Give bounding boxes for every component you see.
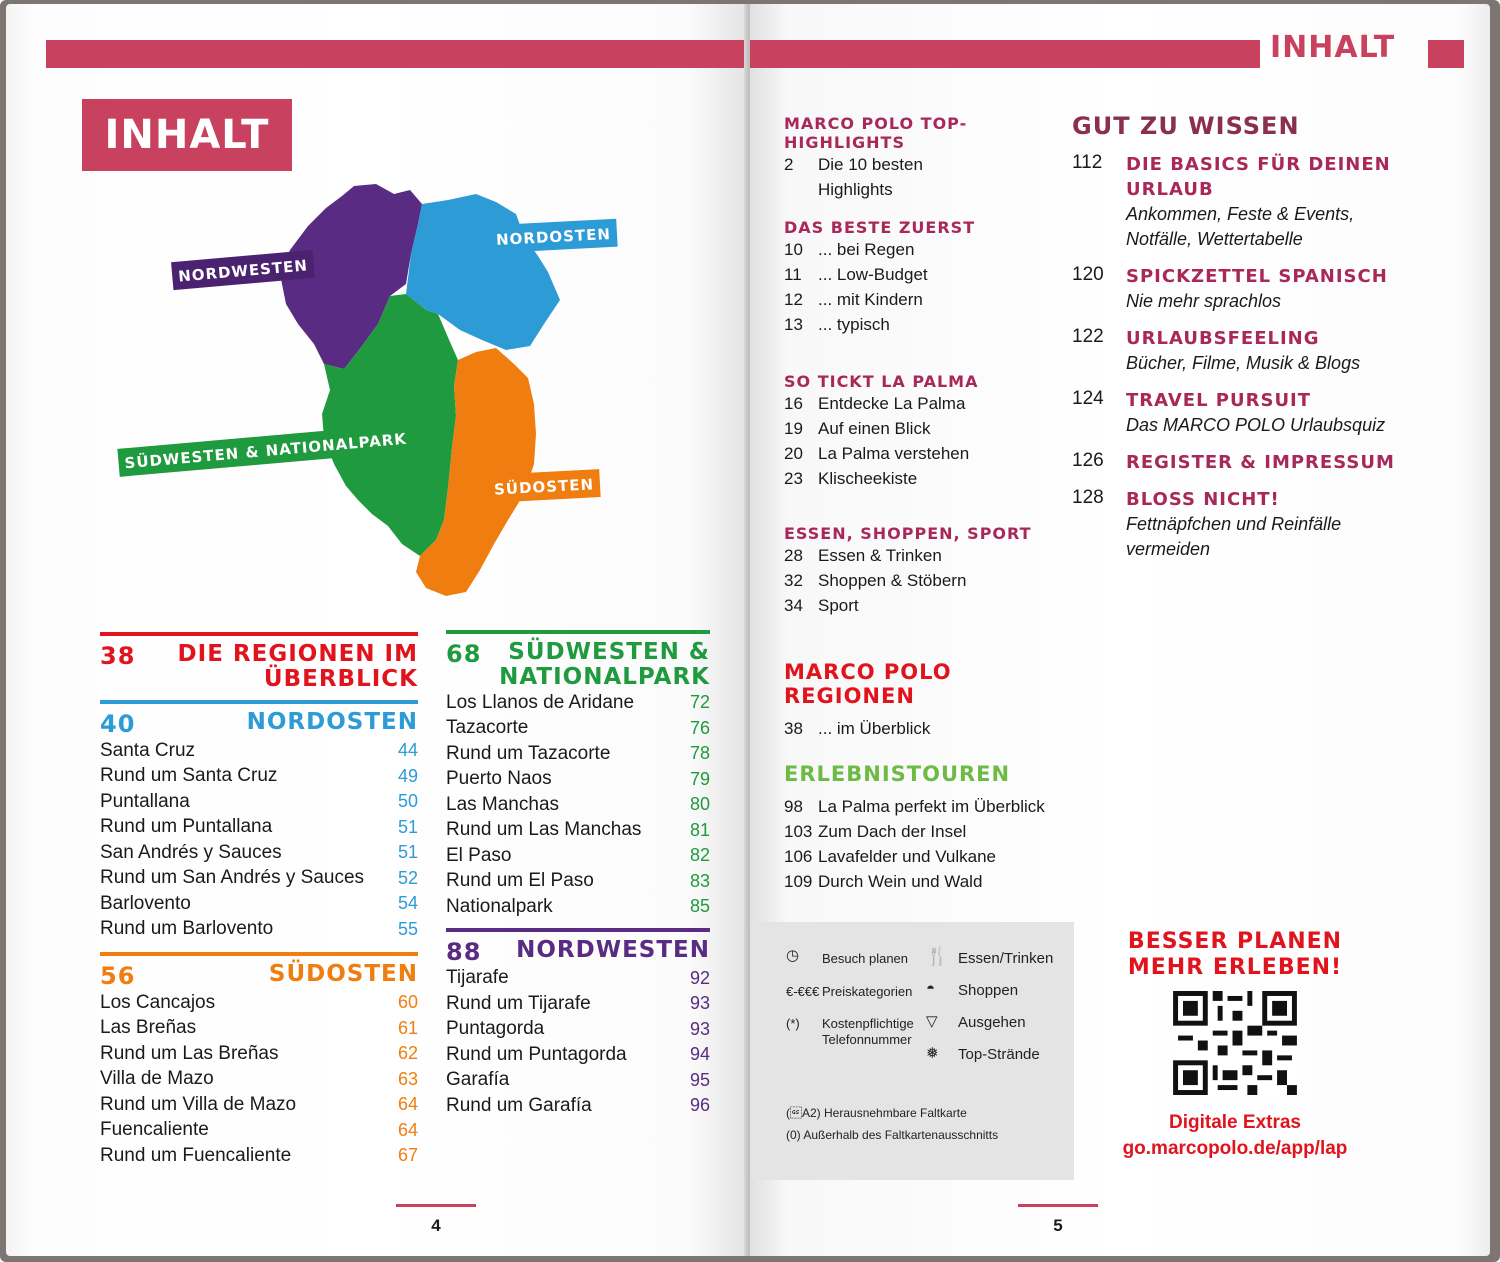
toc-entry[interactable] (784, 716, 1074, 741)
toc-entry[interactable] (446, 869, 710, 895)
top-accent-bar-right-end (1428, 40, 1464, 68)
gut-zu-wissen-subtitle: Bücher, Filme, Musik & Blogs (1126, 353, 1361, 373)
section-suedwesten-title-line1: SÜDWESTEN & (508, 639, 710, 665)
toc-entry-title: Die 10 besten (818, 155, 923, 174)
gut-zu-wissen-page: 124 (1072, 388, 1104, 409)
legend-preis-symbol: €-€€€ (786, 984, 820, 999)
gut-zu-wissen-entry[interactable] (1072, 388, 1422, 438)
toc-entry[interactable] (784, 441, 1074, 466)
toc-entry[interactable] (446, 792, 710, 818)
toc-entry[interactable] (100, 764, 418, 790)
section-suedwesten-page: 68 (446, 640, 482, 668)
toc-entry[interactable] (446, 767, 710, 793)
gut-zu-wissen-body (1126, 487, 1422, 562)
gut-zu-wissen-page: 128 (1072, 487, 1104, 508)
toc-entry-page: 92 (689, 967, 710, 988)
digital-extras-promo (1110, 929, 1360, 1162)
toc-erlebnistouren-title: ERLEBNISTOUREN (784, 762, 1011, 786)
gut-zu-wissen (1072, 112, 1422, 574)
toc-entry[interactable] (446, 1093, 710, 1119)
toc-entry[interactable] (784, 416, 1074, 441)
list-suedwesten (446, 690, 710, 920)
toc-entry[interactable] (784, 819, 1084, 844)
toc-entry[interactable] (784, 568, 1074, 593)
gut-zu-wissen-heading: DIE BASICS FÜR DEINEN URLAUB (1126, 154, 1391, 200)
toc-entry-page: 106 (784, 847, 813, 866)
legend-kosten-1: Kostenpflichtige (822, 1016, 914, 1031)
toc-entry[interactable] (100, 1118, 418, 1144)
section-nordwesten[interactable] (446, 928, 710, 966)
toc-entry[interactable] (100, 1143, 418, 1169)
toc-entry[interactable] (100, 1041, 418, 1067)
cocktail-glass-icon: ▽ (926, 1013, 938, 1030)
toc-entry[interactable] (100, 1067, 418, 1093)
toc-entry-name: Tazacorte (446, 717, 529, 739)
basket-icon: ◓ (926, 980, 936, 997)
toc-entry-name: Rund um San Andrés y Sauces (100, 867, 365, 889)
toc-regionen-list (784, 716, 1074, 741)
page-number-left: 4 (396, 1216, 476, 1236)
promo-link-url[interactable]: go.marcopolo.de/app/lap (1122, 1138, 1348, 1159)
toc-regionen (784, 660, 1074, 741)
section-suedwesten[interactable] (446, 630, 710, 690)
section-suedosten[interactable] (100, 952, 418, 990)
toc-entry-name: Barlovento (100, 892, 191, 914)
toc-entry-title: Klischeekiste (818, 469, 918, 488)
toc-beste-zuerst (784, 218, 1074, 337)
toc-entry[interactable] (100, 917, 418, 943)
toc-entry-page: 51 (397, 816, 418, 837)
toc-entry-name: Fuencaliente (100, 1119, 209, 1141)
gut-zu-wissen-heading: SPICKZETTEL SPANISCH (1126, 266, 1388, 287)
map-label-suedwesten: SÜDWESTEN & NATIONALPARK (117, 423, 414, 477)
toc-entry[interactable] (446, 966, 710, 992)
gut-zu-wissen-body (1126, 264, 1388, 314)
toc-entry[interactable] (100, 866, 418, 892)
toc-entry-page: 62 (397, 1043, 418, 1064)
gut-zu-wissen-body (1126, 388, 1385, 438)
promo-line-1: BESSER PLANEN (1127, 929, 1343, 954)
toc-entry[interactable] (784, 794, 1084, 819)
toc-entry[interactable] (100, 990, 418, 1016)
section-nordosten[interactable] (100, 700, 418, 738)
toc-entry-name: Tijarafe (446, 967, 509, 989)
toc-entry-page: 93 (689, 993, 710, 1014)
toc-entry-page: 93 (689, 1018, 710, 1039)
map-label-suedosten: SÜDOSTEN (487, 469, 600, 503)
toc-entry[interactable] (784, 287, 1074, 312)
toc-entry[interactable] (446, 741, 710, 767)
promo-line-2: MEHR ERLEBEN! (1127, 955, 1343, 980)
gut-zu-wissen-entry[interactable] (1072, 487, 1422, 562)
legend-map-2: (0) Außerhalb des Faltkartenausschnitts (786, 1128, 999, 1142)
toc-entry[interactable] (446, 1068, 710, 1094)
toc-entry-page: 78 (689, 743, 710, 764)
toc-essen-list (784, 543, 1074, 618)
toc-entry-title: Highlights (818, 180, 893, 199)
toc-column-left (100, 632, 418, 1169)
toc-entry-page: 2 (784, 155, 794, 174)
toc-entry-page: 49 (397, 765, 418, 786)
toc-entry-name: Los Llanos de Aridane (446, 691, 635, 713)
section-suedwesten-title (499, 640, 710, 690)
toc-entry-page: 76 (689, 717, 710, 738)
gut-zu-wissen-body (1126, 450, 1395, 475)
toc-entry-page: 54 (397, 893, 418, 914)
toc-entry-title: ... mit Kindern (818, 290, 923, 309)
gut-zu-wissen-page: 126 (1072, 450, 1104, 471)
toc-top-highlights-list (784, 152, 1074, 202)
section-nordwesten-title: NORDWESTEN (516, 936, 710, 963)
toc-entry[interactable] (784, 466, 1074, 491)
list-suedosten (100, 990, 418, 1169)
section-nordosten-page: 40 (100, 710, 136, 738)
toc-entry[interactable] (784, 869, 1084, 894)
qr-code-icon[interactable] (1172, 991, 1298, 1095)
toc-entry[interactable] (446, 1042, 710, 1068)
toc-entry-page: 98 (784, 797, 803, 816)
gut-zu-wissen-heading: REGISTER & IMPRESSUM (1126, 452, 1395, 473)
toc-entry-page: 60 (397, 992, 418, 1013)
running-header: INHALT (1270, 30, 1396, 65)
toc-entry[interactable] (784, 844, 1084, 869)
legend-shoppen: Shoppen (958, 982, 1019, 999)
section-overview-title-line2: ÜBERBLICK (263, 666, 418, 692)
toc-entry-page: 64 (397, 1094, 418, 1115)
toc-essen (784, 524, 1074, 618)
toc-entry-page: 28 (784, 546, 803, 565)
toc-entry[interactable] (446, 818, 710, 844)
gut-zu-wissen-subtitle: Das MARCO POLO Urlaubsquiz (1126, 415, 1386, 435)
toc-entry-page: 85 (689, 896, 710, 917)
section-overview[interactable] (100, 632, 418, 692)
gut-zu-wissen-entry[interactable] (1072, 450, 1422, 475)
toc-beste-zuerst-title: DAS BESTE ZUERST (784, 218, 976, 237)
toc-entry-page: 96 (689, 1095, 710, 1116)
gut-zu-wissen-body (1126, 152, 1422, 252)
island-region-map (76, 164, 676, 624)
toc-entry-page: 16 (784, 394, 803, 413)
toc-entry-name: El Paso (446, 844, 512, 866)
palm-tree-icon: ❅ (926, 1045, 939, 1062)
toc-entry-page: 13 (784, 315, 803, 334)
toc-entry[interactable] (446, 894, 710, 920)
legend-ausgehen: Ausgehen (958, 1014, 1026, 1031)
toc-entry-page: 79 (689, 768, 710, 789)
legend-preis: Preiskategorien (822, 984, 913, 999)
toc-entry-name: Rund um Puntallana (100, 816, 273, 838)
map-label-nordosten: NORDOSTEN (489, 219, 617, 254)
toc-entry-title: La Palma verstehen (818, 444, 970, 463)
toc-entry-title: Shoppen & Stöbern (818, 571, 967, 590)
toc-entry-name: Santa Cruz (100, 739, 196, 761)
gut-zu-wissen-entry[interactable] (1072, 152, 1422, 252)
toc-entry-title: ... im Überblick (818, 719, 931, 738)
legend-map-1: ( A2) Herausnehmbare Faltkarte (786, 1106, 967, 1120)
page-title: INHALT (104, 112, 270, 158)
toc-entry-name: Rund um Barlovento (100, 918, 274, 940)
toc-entry-name: Rund um Las Manchas (446, 819, 642, 841)
gut-zu-wissen-page: 122 (1072, 326, 1104, 347)
toc-entry[interactable] (784, 543, 1074, 568)
toc-entry-name: Rund um El Paso (446, 870, 594, 892)
toc-entry-name: Garafía (446, 1069, 510, 1091)
toc-entry-name: Las Breñas (100, 1017, 197, 1039)
toc-entry[interactable] (784, 177, 1074, 202)
toc-entry-page: 94 (689, 1044, 710, 1065)
toc-entry-title: ... typisch (818, 315, 890, 334)
toc-entry[interactable] (784, 593, 1074, 618)
toc-entry-title: ... Low-Budget (818, 265, 928, 284)
left-page (6, 4, 748, 1256)
toc-entry[interactable] (446, 1017, 710, 1043)
toc-entry-page: 34 (784, 596, 803, 615)
toc-entry-name: Rund um Fuencaliente (100, 1144, 292, 1166)
toc-entry-name: Rund um Tazacorte (446, 742, 611, 764)
list-nordwesten (446, 966, 710, 1119)
toc-entry-name: Rund um Tijarafe (446, 992, 591, 1014)
toc-entry-page: 95 (689, 1069, 710, 1090)
toc-entry-page: 50 (397, 791, 418, 812)
gut-zu-wissen-entry[interactable] (1072, 264, 1422, 314)
toc-entry-page: 52 (397, 867, 418, 888)
toc-entry[interactable] (446, 716, 710, 742)
toc-entry-name: Puntagorda (446, 1018, 545, 1040)
toc-entry-page: 83 (689, 870, 710, 891)
map-label-nordwesten: NORDWESTEN (171, 250, 315, 290)
toc-entry-name: Los Cancajos (100, 991, 216, 1013)
toc-entry[interactable] (100, 1016, 418, 1042)
toc-entry[interactable] (100, 891, 418, 917)
toc-entry[interactable] (784, 237, 1074, 262)
toc-entry-title: Durch Wein und Wald (818, 872, 983, 891)
section-overview-title (178, 642, 418, 692)
toc-entry-page: 61 (397, 1017, 418, 1038)
gut-zu-wissen-list (1072, 152, 1422, 562)
page-title-box (82, 99, 292, 171)
gut-zu-wissen-entry[interactable] (1072, 326, 1422, 376)
gut-zu-wissen-subtitle: Fettnäpfchen und Reinfälle vermeiden (1126, 514, 1342, 559)
promo-link-label[interactable]: Digitale Extras (1169, 1112, 1301, 1133)
toc-entry-page: 81 (689, 819, 710, 840)
toc-entry[interactable] (784, 152, 1074, 177)
toc-erlebnistouren-list (784, 794, 1084, 894)
toc-entry-page: 64 (397, 1119, 418, 1140)
gut-zu-wissen-subtitle: Ankommen, Feste & Events, Notfälle, Wettertabelle (1126, 204, 1355, 249)
section-suedosten-title: SÜDOSTEN (268, 961, 418, 987)
toc-entry-page: 10 (784, 240, 803, 259)
toc-entry-name: Las Manchas (446, 793, 560, 815)
toc-entry[interactable] (100, 738, 418, 764)
toc-entry[interactable] (446, 690, 710, 716)
gut-zu-wissen-heading: URLAUBSFEELING (1126, 328, 1320, 349)
gut-zu-wissen-page: 120 (1072, 264, 1104, 285)
toc-entry-name: Rund um Garafía (446, 1094, 592, 1116)
toc-entry[interactable] (784, 312, 1074, 337)
list-nordosten (100, 738, 418, 942)
toc-entry-page: 51 (397, 842, 418, 863)
toc-entry-page: 19 (784, 419, 803, 438)
toc-entry-name: Puerto Naos (446, 768, 552, 790)
legend-essen: Essen/Trinken (958, 950, 1054, 967)
fork-knife-icon: 🍴 (926, 946, 949, 966)
gut-zu-wissen-title: GUT ZU WISSEN (1072, 112, 1300, 140)
toc-entry-name: Nationalpark (446, 895, 553, 917)
toc-entry-page: 72 (689, 692, 710, 713)
gut-zu-wissen-page: 112 (1072, 152, 1103, 173)
toc-entry-title: Auf einen Blick (818, 419, 931, 438)
top-accent-bar (46, 40, 748, 68)
toc-entry[interactable] (100, 1092, 418, 1118)
top-accent-bar-right (750, 40, 1260, 68)
toc-entry-page: 109 (784, 872, 813, 891)
right-page (750, 4, 1490, 1256)
toc-beste-zuerst-list (784, 237, 1074, 337)
toc-entry-title: Entdecke La Palma (818, 394, 966, 413)
toc-entry[interactable] (100, 840, 418, 866)
legend-kosten-2: Telefonnummer (822, 1032, 912, 1047)
toc-entry-name: Rund um Las Breñas (100, 1042, 279, 1064)
toc-entry-page: 38 (784, 719, 803, 738)
toc-entry-page: 44 (397, 740, 418, 761)
toc-entry-title: Lavafelder und Vulkane (818, 847, 997, 866)
clock-icon: ◷ (786, 947, 800, 964)
toc-entry-page: 63 (397, 1068, 418, 1089)
section-nordosten-title: NORDOSTEN (246, 709, 418, 735)
toc-so-tickt (784, 372, 1074, 491)
toc-entry-title: Zum Dach der Insel (818, 822, 967, 841)
toc-entry-page: 11 (784, 265, 802, 284)
toc-top-highlights-title: MARCO POLO TOP-HIGHLIGHTS (784, 114, 968, 152)
toc-entry-title: ... bei Regen (818, 240, 915, 259)
toc-entry-name: Rund um Villa de Mazo (100, 1093, 297, 1115)
section-suedwesten-title-line2: NATIONALPARK (499, 664, 710, 690)
toc-column-right (446, 630, 710, 1119)
toc-entry-page: 103 (784, 822, 813, 841)
legend-star-symbol: (*) (786, 1016, 800, 1031)
section-suedosten-page: 56 (100, 962, 136, 990)
toc-entry[interactable] (784, 262, 1074, 287)
gut-zu-wissen-subtitle: Nie mehr sprachlos (1126, 291, 1282, 311)
toc-entry-page: 20 (784, 444, 803, 463)
gut-zu-wissen-heading: TRAVEL PURSUIT (1126, 390, 1312, 411)
toc-erlebnistouren (784, 762, 1084, 894)
toc-entry-name: Puntallana (100, 790, 190, 812)
gut-zu-wissen-heading: BLOSS NICHT! (1126, 489, 1280, 510)
toc-entry-page: 82 (689, 845, 710, 866)
section-overview-page: 38 (100, 642, 136, 670)
toc-entry[interactable] (100, 789, 418, 815)
toc-entry-name: Villa de Mazo (100, 1068, 214, 1090)
toc-entry[interactable] (446, 991, 710, 1017)
legend-box (750, 922, 1074, 1180)
toc-entry-page: 32 (784, 571, 803, 590)
toc-essen-title: ESSEN, SHOPPEN, SPORT (784, 524, 1032, 543)
legend-straende: Top-Strände (958, 1046, 1040, 1063)
toc-entry[interactable] (446, 843, 710, 869)
toc-so-tickt-title: SO TICKT LA PALMA (784, 372, 979, 391)
toc-entry-page (784, 177, 818, 202)
legend-besuch: Besuch planen (822, 951, 909, 966)
toc-entry-name: Rund um Puntagorda (446, 1043, 627, 1065)
toc-entry[interactable] (784, 391, 1074, 416)
toc-regionen-title: MARCO POLO REGIONEN (784, 660, 952, 708)
toc-entry-page: 67 (397, 1145, 418, 1166)
toc-entry-page: 23 (784, 469, 803, 488)
toc-entry-page: 12 (784, 290, 803, 309)
page-number-right: 5 (1018, 1216, 1098, 1236)
toc-entry-page: 55 (397, 918, 418, 939)
toc-entry-title: La Palma perfekt im Überblick (818, 797, 1045, 816)
toc-entry[interactable] (100, 815, 418, 841)
toc-so-tickt-list (784, 391, 1074, 491)
toc-entry-name: San Andrés y Sauces (100, 841, 282, 863)
toc-entry-title: Sport (818, 596, 859, 615)
toc-entry-name: Rund um Santa Cruz (100, 765, 278, 787)
toc-top-highlights (784, 114, 1074, 202)
gut-zu-wissen-body (1126, 326, 1360, 376)
toc-entry-page: 80 (689, 794, 710, 815)
section-overview-title-line1: DIE REGIONEN IM (177, 641, 418, 667)
toc-entry-title: Essen & Trinken (818, 546, 942, 565)
section-nordwesten-page: 88 (446, 937, 482, 966)
